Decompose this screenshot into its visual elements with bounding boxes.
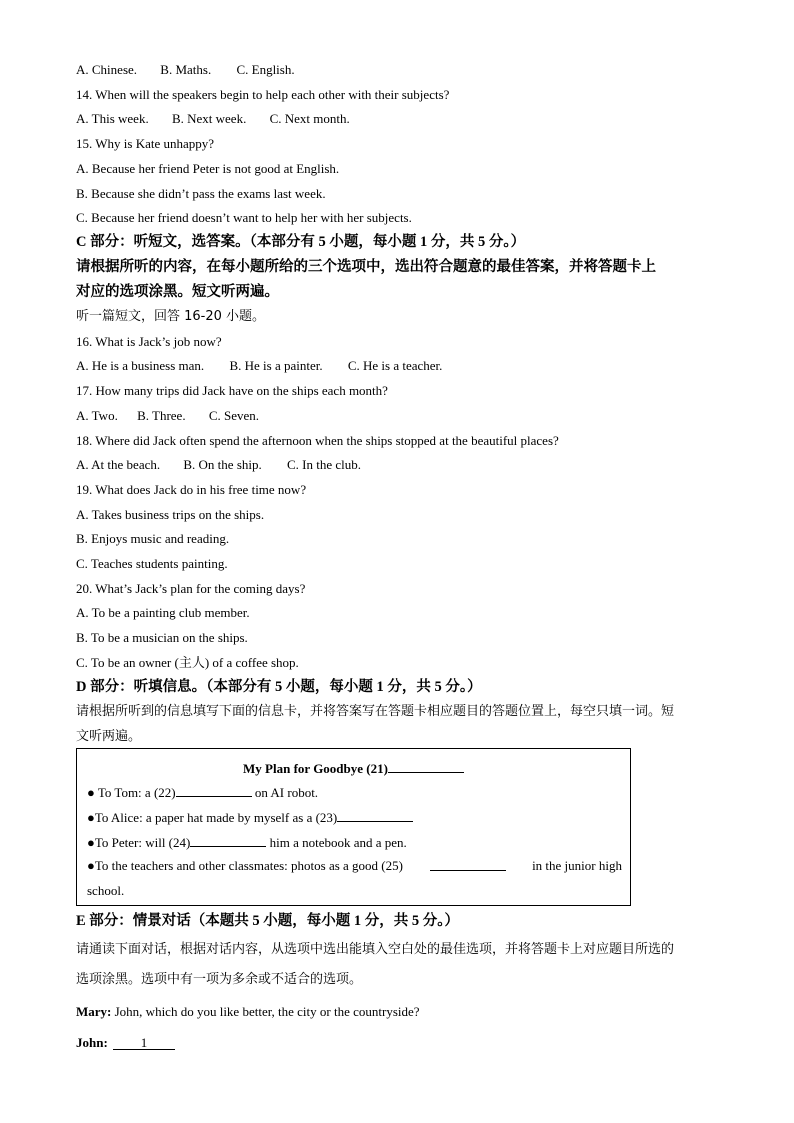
q16-option-b: B. He is a painter. bbox=[229, 358, 323, 373]
section-d-heading: D 部分：听填信息。（本部分有 5 小题，每小题 1 分，共 5 分。） bbox=[76, 679, 482, 695]
q20-question: 20. What’s Jack’s plan for the coming days? bbox=[76, 581, 306, 596]
q20-option-a: A. To be a painting club member. bbox=[76, 605, 250, 620]
q18-option-a: A. At the beach. bbox=[76, 457, 161, 472]
q16-question: 16. What is Jack’s job now? bbox=[76, 334, 222, 349]
q14-options bbox=[76, 111, 350, 127]
q18-option-b: B. On the ship. bbox=[183, 457, 262, 472]
info-item-teachers-before: ●To the teachers and other classmates: photos as a good (25) bbox=[87, 858, 403, 873]
dialogue-line-mary bbox=[76, 1004, 420, 1020]
dialogue-line-john bbox=[76, 1035, 175, 1051]
blank-25[interactable] bbox=[430, 858, 506, 871]
q17-option-c: C. Seven. bbox=[208, 408, 260, 423]
info-item-tom bbox=[87, 784, 318, 801]
q19-option-c: C. Teaches students painting. bbox=[76, 556, 228, 571]
q17-option-b: B. Three. bbox=[137, 408, 186, 423]
q15-question: 15. Why is Kate unhappy? bbox=[76, 136, 215, 151]
q13-option-a: A. Chinese. bbox=[76, 62, 138, 77]
section-c-sub-instruction: 听一篇短文，回答 16-20 小题。 bbox=[76, 309, 266, 324]
q15-option-b: B. Because she didn’t pass the exams last week. bbox=[76, 186, 326, 201]
info-item-teachers-cont: school. bbox=[87, 883, 125, 898]
q17-option-a: A. Two. bbox=[76, 408, 118, 423]
q18-option-c: C. In the club. bbox=[287, 457, 362, 472]
section-d-instruction-2: 文听两遍。 bbox=[76, 729, 142, 744]
info-item-alice bbox=[87, 809, 413, 826]
section-c-instruction-2: 对应的选项涂黑。短文听两遍。 bbox=[76, 284, 279, 300]
dialogue-blank-number: 1 bbox=[140, 1035, 148, 1050]
section-c-heading: C 部分：听短文，选答案。（本部分有 5 小题，每小题 1 分，共 5 分。） bbox=[76, 234, 526, 250]
info-card bbox=[76, 748, 631, 906]
q20-option-b: B. To be a musician on the ships. bbox=[76, 630, 248, 645]
info-item-teachers-after: in the junior high bbox=[532, 858, 622, 873]
q16-option-a: A. He is a business man. bbox=[76, 358, 205, 373]
q15-option-a: A. Because her friend Peter is not good at English. bbox=[76, 161, 340, 176]
speaker-mary: Mary: bbox=[76, 1004, 112, 1019]
q13-option-b: B. Maths. bbox=[160, 62, 212, 77]
q14-option-a: A. This week. bbox=[76, 111, 149, 126]
q16-option-c: C. He is a teacher. bbox=[347, 358, 443, 373]
section-e-instruction-1: 请通读下面对话，根据对话内容，从选项中选出能填入空白处的最佳选项，并将答题卡上对应题目所选的 bbox=[76, 942, 675, 957]
info-item-tom-after: on AI robot. bbox=[251, 785, 319, 800]
info-card-title bbox=[77, 760, 630, 777]
section-c-instruction-1: 请根据所听的内容，在每小题所给的三个选项中，选出符合题意的最佳答案，并将答题卡上 bbox=[76, 259, 656, 275]
q15-option-c: C. Because her friend doesn’t want to help her with her subjects. bbox=[76, 210, 412, 225]
speaker-john: John: bbox=[76, 1035, 108, 1050]
q20-option-c: C. To be an owner (主人) of a coffee shop. bbox=[76, 655, 299, 670]
dialogue-blank-1[interactable] bbox=[113, 1035, 175, 1050]
info-item-peter-before: ●To Peter: will (24) bbox=[87, 835, 191, 850]
q19-option-a: A. Takes business trips on the ships. bbox=[76, 507, 265, 522]
q18-question: 18. Where did Jack often spend the afternoon when the ships stopped at the beautiful places? bbox=[76, 433, 559, 448]
blank-22[interactable] bbox=[176, 784, 252, 797]
blank-23[interactable] bbox=[337, 809, 413, 822]
info-item-tom-before: ● To Tom: a (22) bbox=[87, 785, 176, 800]
q17-options bbox=[76, 408, 259, 424]
section-e-instruction-2: 选项涂黑。选项中有一项为多余或不适合的选项。 bbox=[76, 972, 363, 987]
q13-option-c: C. English. bbox=[236, 62, 295, 77]
q14-option-b: B. Next week. bbox=[171, 111, 247, 126]
info-item-teachers bbox=[87, 858, 622, 874]
dialogue-mary-text: John, which do you like better, the city or the countryside? bbox=[111, 1004, 420, 1019]
q13-options bbox=[76, 62, 295, 78]
q19-question: 19. What does Jack do in his free time now? bbox=[76, 482, 307, 497]
blank-24[interactable] bbox=[190, 834, 266, 847]
info-card-title-text: My Plan for Goodbye (21) bbox=[243, 761, 388, 776]
q14-option-c: C. Next month. bbox=[269, 111, 350, 126]
q17-question: 17. How many trips did Jack have on the ships each month? bbox=[76, 383, 388, 398]
section-e-heading: E 部分：情景对话（本题共 5 小题，每小题 1 分，共 5 分。） bbox=[76, 913, 460, 929]
q14-question: 14. When will the speakers begin to help each other with their subjects? bbox=[76, 87, 450, 102]
info-item-peter-after: him a notebook and a pen. bbox=[266, 835, 407, 850]
blank-21[interactable] bbox=[388, 760, 464, 773]
q16-options bbox=[76, 358, 442, 374]
info-item-peter bbox=[87, 834, 407, 851]
info-item-alice-before: ●To Alice: a paper hat made by myself as a (23) bbox=[87, 810, 338, 825]
section-d-instruction-1: 请根据所听到的信息填写下面的信息卡，并将答案写在答题卡相应题目的答题位置上，每空只填一词。短 bbox=[76, 704, 675, 719]
q18-options bbox=[76, 457, 361, 473]
q19-option-b: B. Enjoys music and reading. bbox=[76, 531, 230, 546]
